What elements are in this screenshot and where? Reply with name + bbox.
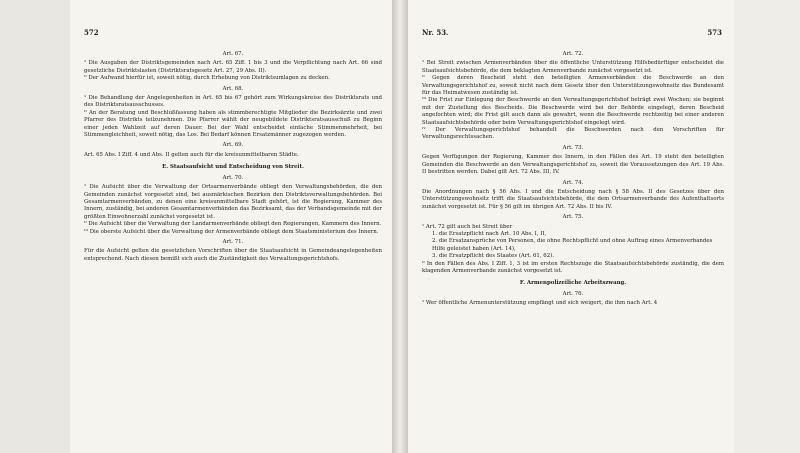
scan-margin [734, 0, 800, 453]
article-heading: Art. 68. [222, 85, 244, 92]
paragraph: ¹ Wer öffentliche Armenunterstützung empfängt und sich weigert, die ihm nach Art. 4 [422, 300, 658, 307]
paragraph: ᴵᴵ In den Fällen des Abs. I Ziff. 1, 3 ist im ersten Rechtszuge die Staatsaufsichtsbehörde zuständig, die dem klagenden Armenverbande zunächst vorgesetzt ist. [422, 260, 724, 274]
article-heading: Art. 72. [562, 51, 584, 57]
paragraph: ᴵⱽ Der Verwaltungsgerichtshof behandelt die Beschwerden nach den Vorschriften für Verwaltungsrechtssachen. [422, 127, 724, 141]
article-heading: Art. 71. [222, 238, 244, 245]
paragraph: ᴵᴵᴵ Die Frist zur Einlegung der Beschwerde an den Verwaltungsgerichtshof beträgt zwei Wochen; sie beginnt mit der Zustellung des Bescheids. Die Beschwerde wird bei der Behörde eingelegt, deren Bescheid angefochten wird; die Frist gilt auch dann als gewahrt, wenn die Beschwerde rechtzeitig bei einer anderen Staatsaufsichtsbehörde oder beim Verwaltungsgerichtshof eingelegt wird. [422, 97, 724, 126]
right-page [408, 0, 734, 453]
article-heading: Art. 75. [562, 214, 584, 221]
right-running-head: Nr. 53. [422, 28, 449, 37]
right-page-number: 573 [707, 28, 722, 37]
article-heading: Art. 76. [562, 290, 584, 297]
list-item: 2. die Ersatzansprüche von Personen, die ohne Rechtspflicht und ohne Auftrag eines Armenverbandes Hilfe geleistet haben (Art. 14), [432, 238, 713, 252]
list-item: 3. die Ersatzpflicht des Staates (Art. 61, 62). [432, 253, 554, 260]
article-heading: Art. 69. [222, 142, 244, 149]
section-heading: E. Staatsaufsicht und Entscheidung von Streit. [162, 164, 304, 171]
paragraph: ¹ Die Aufsicht über die Verwaltung der Ortsarmenverbände obliegt den Verwaltungsbehörden, die den Gemeinden zunächst vorgesetzt sind, bei ausmärkischen Bezirken den Distriktsverwaltungsbehörden. Bei Gesamtarmenverbänden, zu denen eine kreisunmittelbare Stadt gehört, ist die Regierung, Kammer des Innern, zuständig, bei anderen Gesamtarmenverbänden das Bezirksamt, das der Verbandsgemeinde mit der größten Einwohnerzahl zunächst vorgesetzt ist. [84, 184, 382, 220]
section-heading: F. Armenpolizeiliche Arbeitszwang. [519, 280, 627, 287]
left-page [70, 0, 392, 453]
paragraph: Art. 65 Abs. I Ziff. 4 und Abs. II gelten auch für die kreisunmittelbaren Städte. [84, 151, 299, 158]
paragraph: Gegen Verfügungen der Regierung, Kammer des Innern, in den Fällen des Art. 19 steht den beteiligten Gemeinden die Beschwerde an den Verwaltungsgerichtshof zu, soweit die Voraussetzungen des Art. 19 Abs. II bestritten werden. Dabei gilt Art. 72 Abs. III, IV. [422, 154, 724, 176]
paragraph: ¹ Art. 72 gilt auch bei Streit über [422, 223, 513, 230]
article-heading: Art. 74. [562, 179, 584, 186]
article-heading: Art. 73. [562, 144, 584, 151]
paragraph: ᴵᴵ Der Aufwand hierfür ist, soweit nötig, durch Erhebung von Distriktsumlagen zu decken. [84, 75, 330, 82]
paragraph: Die Anordnungen nach § 56 Abs. I und die Entscheidung nach § 58 Abs. II des Gesetzes über den Unterstützungswohnsitz trifft die Staatsaufsichtsbehörde, die dem Ortsarmenverbande des Aufenthaltsorts zunächst vorgesetzt ist. Für § 56 gilt im übrigen Art. 72 Abs. II bis IV. [422, 188, 724, 210]
paragraph: ¹ Die Ausgaben der Distriktsgemeinden nach Art. 65 Ziff. 1 bis 3 und die Verpflichtung nach Art. 66 sind gesetzliche Distriktslasten (Distriktsratsgesetz Art. 27, 29 Abs. II). [84, 60, 382, 74]
paragraph: ᴵᴵ An der Beratung und Beschlußfassung haben als stimmberechtigte Mitglieder die Bezirksärzte und zwei Pfarrer des Distrikts teilzunehmen. Die Pfarrer wählt der neugebildete Distriktsratsausschuß zu Beginn einer jeden Wahlzeit auf deren Dauer. Bei der Wahl entscheidet einfache Stimmenmehrheit, bei Stimmengleichheit, soweit nötig, das Los. Bei Bedarf können Ersatzmänner zugezogen werden. [84, 109, 382, 139]
right-page-body [422, 48, 724, 308]
paragraph: Für die Aufsicht gelten die gesetzlichen Vorschriften über die Staatsaufsicht in Gemeindeangelegenheiten entsprechend. Nach diesen bemißt sich auch die Zuständigkeit des Verwaltungsgerichtshofs. [84, 248, 382, 262]
book-gutter [392, 0, 408, 453]
paragraph: ᴵᴵ Gegen deren Bescheid steht den beteiligten Armenverbänden die Beschwerde an den Verwaltungsgerichtshof zu, soweit nicht nach dem Gesetz über den Unterstützungswohnsitz das Bundesamt für das Heimatwesen zuständig ist. [422, 75, 724, 97]
paragraph: ¹ Bei Streit zwischen Armenverbänden über die öffentliche Unterstützung Hilfsbedürftiger entscheidet die Staatsaufsichtsbehörde, die dem beklagten Armenverbande zunächst vorgesetzt ist. [422, 60, 724, 74]
article-heading: Art. 70. [222, 174, 244, 181]
left-page-body [84, 48, 382, 263]
paragraph: ¹ Die Behandlung der Angelegenheiten in Art. 65 bis 67 gehört zum Wirkungskreise des Distriktsrats und des Distriktsratsausschusses. [84, 95, 382, 109]
left-page-number: 572 [84, 28, 99, 37]
list-item: 1. die Ersatzpflicht nach Art. 10 Abs. I, II, [432, 230, 547, 237]
article-heading: Art. 67. [222, 51, 244, 57]
paragraph: ᴵᴵ Die Aufsicht über die Verwaltung der Landarmenverbände obliegt den Regierungen, Kammern des Innern. [84, 221, 382, 228]
paragraph: ᴵᴵᴵ Die oberste Aufsicht über die Verwaltung der Armenverbände obliegt dem Staatsministerium des Innern. [84, 228, 379, 235]
